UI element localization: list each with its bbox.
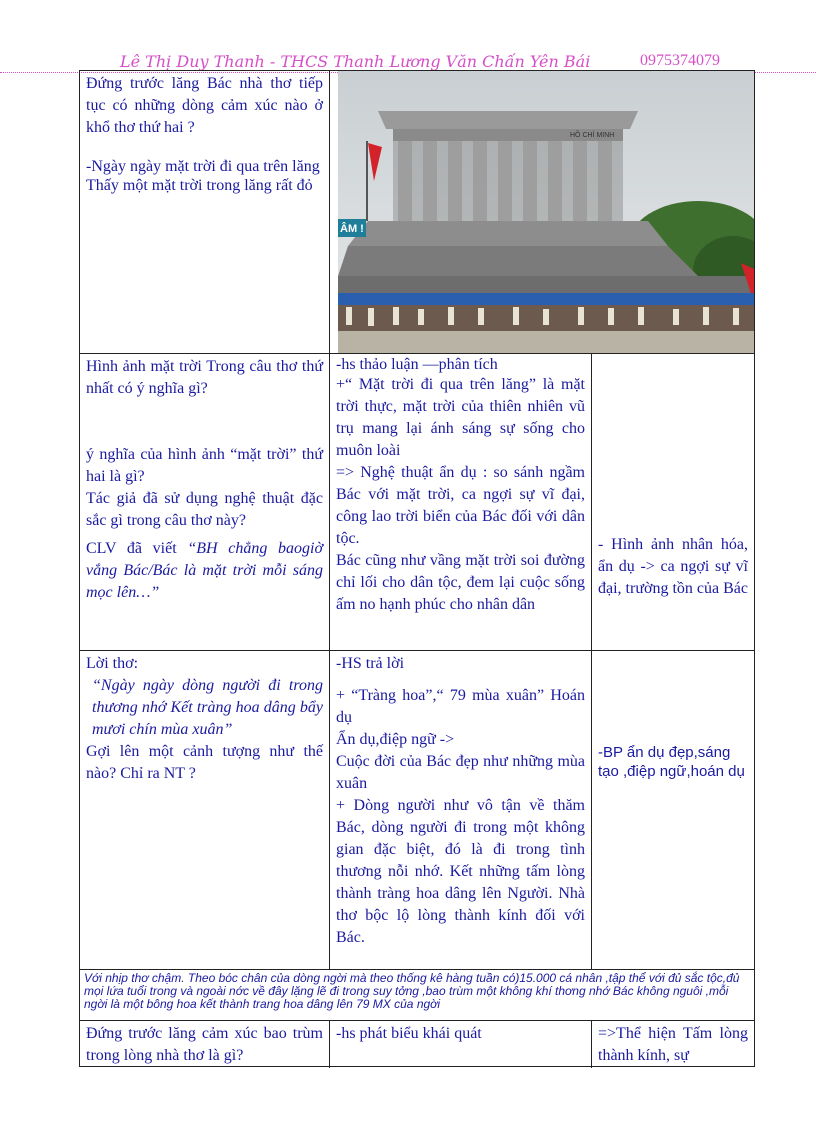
row5-q: Đứng trước lăng cảm xúc bao trùm trong lòng nhà thơ là gì?: [86, 1025, 323, 1064]
row2-answer-cell: [330, 354, 591, 650]
row3-conclusion-cell: [592, 651, 754, 969]
row3-a5: + Dòng người như vô tận về thăm Bác, dòng người đi trong một không gian đặc biệt, đó là đi trong tình thương nỗi nhớ. Kết những tấm lòng thành tràng hoa dâng lên Người. Nhà thơ bộc lộ lòng thành kính đối với Bác.: [336, 797, 585, 946]
row3-c1: -BP ẩn dụ đẹp,sáng tạo ,điệp ngữ,hoán dụ: [598, 744, 745, 780]
row2-conclusion-cell: [592, 354, 754, 650]
row2-q2: ý nghĩa của hình ảnh “mặt trời” thứ hai là gì?: [86, 446, 323, 485]
row3-q-poem: “Ngày ngày dòng người đi trong thương nhớ Kết tràng hoa dâng bẩy mươi chín mùa xuân”: [92, 677, 323, 738]
note-cell: [80, 970, 754, 1020]
row2-cite-prefix: CLV đã viết: [86, 540, 177, 557]
mausoleum-photo: [338, 71, 754, 353]
row2-a2: +“ Mặt trời đi qua trên lăng” là mặt trời thực, mặt trời của thiên nhiên vũ trụ mang lại ánh sáng sự sống cho muôn loài: [336, 376, 585, 459]
row2-cite: “BH chẳng baogiờ vắng Bác/Bác là mặt trời mỗi sáng mọc lên…”: [86, 540, 324, 601]
row3-q-text: Gợi lên một cảnh tượng như thế nào? Chỉ ra NT ?: [86, 743, 323, 782]
row2-a4: Bác cũng như vầng mặt trời soi đường chỉ lối cho dân tộc, đem lại cuộc sống ấm no hạnh phúc cho nhân dân: [336, 552, 585, 613]
row3-a2: + “Tràng hoa”,“ 79 mùa xuân” Hoán dụ: [336, 687, 585, 726]
row1-line1: -Ngày ngày mặt trời đi qua trên lăng: [86, 158, 320, 175]
row3-a3: Ẩn dụ,điệp ngữ ->: [336, 731, 455, 748]
row2-c1: - Hình ảnh nhân hóa, ẩn dụ -> ca ngợi sự vĩ đại, trường tồn của Bác: [598, 536, 748, 597]
lesson-table: [79, 70, 755, 1067]
mausoleum-illustration: [338, 71, 754, 353]
banner-text: ÂM !: [340, 223, 364, 235]
row5-c: =>Thể hiện Tấm lòng thành kính, sự: [598, 1025, 748, 1064]
row2-question-cell: [80, 354, 329, 650]
row5-answer-cell: [330, 1021, 591, 1068]
row3-a1: -HS trả lời: [336, 655, 405, 672]
row5-question-cell: [80, 1021, 329, 1068]
row3-answer-cell: [330, 651, 591, 969]
row5-conclusion-cell: [592, 1021, 754, 1068]
row2-q3: Tác giả đã sử dụng nghệ thuật đặc sắc gì trong câu thơ này?: [86, 490, 323, 529]
row1-line2: Thấy một mặt trời trong lăng rất đỏ: [86, 177, 313, 194]
row3-a4: Cuộc đời của Bác đẹp như những mùa xuân: [336, 753, 585, 792]
row3-q-label: Lời thơ:: [86, 655, 139, 672]
row1-question-cell: [80, 71, 329, 353]
header-author: Lê Thị Duy Thanh - THCS Thanh Lương Văn Chấn Yên Bái: [120, 52, 591, 71]
header-phone: 0975374079: [640, 52, 720, 69]
row2-a1: -hs thảo luận —phân tích: [336, 356, 498, 373]
row1-question: Đứng trước lăng Bác nhà thơ tiếp tục có những dòng cảm xúc nào ở khổ thơ thứ hai ?: [86, 75, 323, 136]
note-text: Với nhịp thơ chậm. Theo bóc chân của dòng ngời mà theo thống kê hàng tuần có)15.000 cá nhân ,tập thể với đủ sắc tộc,đủ mọi lứa tuổi trong và ngoài nớc về đây lặng lẽ đi trong suy tởng ,bao trùm một không khí thơng nhớ Bác không nguôi ,mỗi ngời là một bông hoa kết thành trang hoa dâng lên 79 MX của ngời: [84, 971, 740, 1011]
photo-label: HỒ CHÍ MINH: [570, 132, 615, 139]
row3-question-cell: [80, 651, 329, 969]
row5-a: -hs phát biểu khái quát: [336, 1025, 482, 1042]
row2-a3: => Nghệ thuật ẩn dụ : so sánh ngầm Bác với mặt trời, ca ngợi sự vĩ đại, công lao trời biển của Bác đối với dân tộc.: [336, 464, 585, 547]
row2-q1: Hình ảnh mặt trời Trong câu thơ thứ nhất có ý nghĩa gì?: [86, 358, 323, 397]
